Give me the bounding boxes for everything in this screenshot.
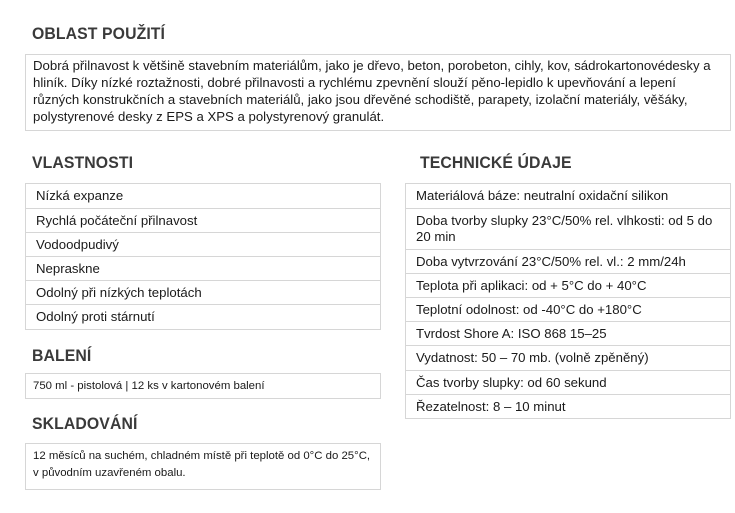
list-item: Doba tvorby slupky 23°C/50% rel. vlhkosti: od 5 do 20 min — [406, 208, 730, 250]
list-item: Nepraskne — [26, 256, 380, 281]
list-item: Řezatelnost: 8 – 10 minut — [406, 394, 730, 419]
list-item: Tvrdost Shore A: ISO 868 15–25 — [406, 321, 730, 346]
list-item: Odolný při nízkých teplotách — [26, 280, 380, 305]
section-title-technicke-udaje: TECHNICKÉ ÚDAJE — [420, 153, 572, 172]
list-item: Vodoodpudivý — [26, 232, 380, 257]
vlastnosti-list — [25, 183, 381, 330]
section-title-skladovani: SKLADOVÁNÍ — [32, 414, 138, 433]
list-item: Teplotní odolnost: od -40°C do +180°C — [406, 297, 730, 322]
skladovani-text: 12 měsíců na suchém, chladném místě při teplotě od 0°C do 25°C, v původním uzavřeném obalu. — [33, 450, 371, 479]
section-title-vlastnosti: VLASTNOSTI — [32, 153, 134, 172]
section-title-baleni: BALENÍ — [32, 346, 92, 365]
oblast-pouziti-text: Dobrá přilnavost k většině stavebním materiálům, jako je dřevo, beton, porobeton, cihly, kov, sádrokartonovédesky a hliník. Díky nízké roztažnosti, dobré přilnavosti a rychlému zpevnění slouží pěno-lepidlo k upevňování a lepení různých konstrukčních a stavebních materiálů, jako jsou dřevěné schodiště, parapety, izolační materiály, věšáky, polystyrenové desky z EPS a XPS a polystyrenový granulát. — [33, 58, 711, 124]
skladovani-box — [25, 443, 381, 490]
list-item: Nízká expanze — [36, 188, 124, 203]
list-item: Vydatnost: 50 – 70 mb. (volně zpěněný) — [406, 345, 730, 370]
list-item: Čas tvorby slupky: od 60 sekund — [406, 370, 730, 395]
oblast-pouziti-box — [25, 54, 731, 131]
technicke-udaje-list — [405, 183, 731, 419]
section-title-oblast-pouziti: OBLAST POUŽITÍ — [32, 24, 166, 43]
list-item: Rychlá počáteční přilnavost — [26, 208, 380, 233]
list-item: Teplota při aplikaci: od + 5°C do + 40°C — [406, 273, 730, 298]
list-item: Odolný proti stárnutí — [26, 304, 380, 329]
list-item: Doba vytvrzování 23°C/50% rel. vl.: 2 mm/24h — [406, 249, 730, 274]
baleni-box — [25, 373, 381, 399]
baleni-text: 750 ml - pistolová | 12 ks v kartonovém balení — [33, 380, 265, 392]
list-item: Materiálová báze: neutralní oxidační silikon — [416, 188, 669, 203]
